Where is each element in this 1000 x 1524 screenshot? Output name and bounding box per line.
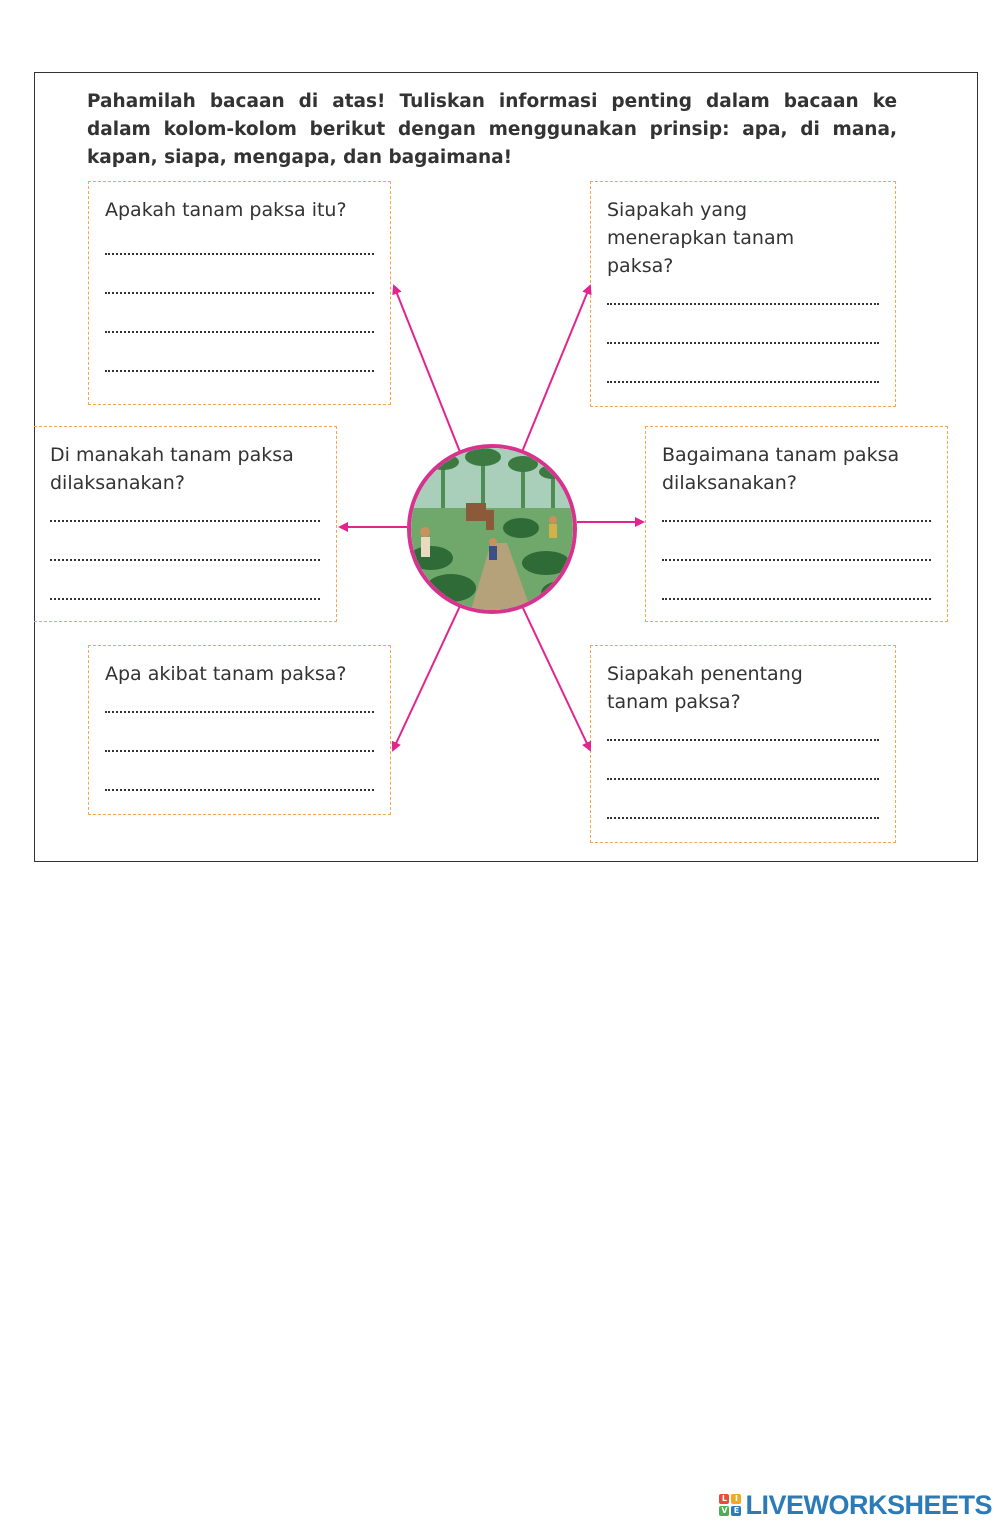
answer-line[interactable] bbox=[607, 319, 879, 358]
question-what: Apakah tanam paksa itu? bbox=[105, 199, 347, 221]
answer-line[interactable] bbox=[105, 688, 374, 727]
answer-line[interactable] bbox=[50, 536, 320, 575]
brand-badge bbox=[719, 1494, 741, 1516]
question-effect: Apa akibat tanam paksa? bbox=[105, 663, 347, 685]
liveworksheets-logo bbox=[719, 1488, 992, 1522]
brand-text: LIVEWORKSHEETS bbox=[745, 1489, 992, 1520]
question-box-how bbox=[645, 426, 948, 622]
brand-badge-letter: L bbox=[719, 1494, 729, 1504]
answer-line[interactable] bbox=[105, 766, 374, 805]
answer-line[interactable] bbox=[105, 727, 374, 766]
answer-line[interactable] bbox=[105, 230, 374, 269]
instruction-text: Pahamilah bacaan di atas! Tuliskan informasi penting dalam bacaan ke dalam kolom-kolom berikut dengan menggunakan prinsip: apa, di mana, kapan, siapa, mengapa, dan bagaimana! bbox=[87, 91, 897, 168]
answer-line[interactable] bbox=[50, 497, 320, 536]
answer-line[interactable] bbox=[105, 308, 374, 347]
question-box-where bbox=[34, 426, 337, 622]
answer-line[interactable] bbox=[607, 716, 879, 755]
answer-line[interactable] bbox=[105, 347, 374, 386]
brand-badge-letter: E bbox=[731, 1506, 741, 1516]
answer-line[interactable] bbox=[50, 575, 320, 614]
answer-line[interactable] bbox=[607, 358, 879, 397]
question-opponent: Siapakah penentang tanam paksa? bbox=[607, 663, 803, 713]
question-box-what bbox=[88, 181, 391, 405]
question-who-applied: Siapakah yang menerapkan tanam paksa? bbox=[607, 199, 795, 277]
question-box-who-applied bbox=[590, 181, 896, 407]
plantation-illustration bbox=[407, 444, 577, 614]
brand-badge-letter: V bbox=[721, 1506, 728, 1515]
answer-line[interactable] bbox=[607, 280, 879, 319]
answer-line[interactable] bbox=[662, 536, 931, 575]
answer-line[interactable] bbox=[607, 755, 879, 794]
question-box-opponent bbox=[590, 645, 896, 843]
plantation-scene-graphic bbox=[411, 448, 573, 610]
question-how: Bagaimana tanam paksa dilaksanakan? bbox=[662, 444, 900, 494]
answer-line[interactable] bbox=[105, 269, 374, 308]
brand-badge-letter: I bbox=[731, 1494, 741, 1504]
answer-line[interactable] bbox=[607, 794, 879, 833]
answer-line[interactable] bbox=[662, 497, 931, 536]
question-where: Di manakah tanam paksa dilaksanakan? bbox=[50, 444, 294, 494]
answer-line[interactable] bbox=[662, 575, 931, 614]
question-box-effect bbox=[88, 645, 391, 815]
